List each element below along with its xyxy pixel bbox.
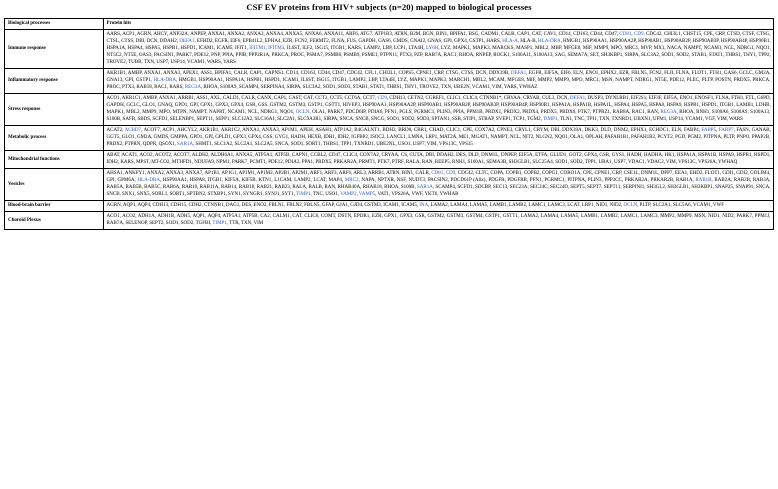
row-protein-hits	[103, 150, 774, 168]
highlighted-protein: FABP5	[701, 127, 717, 134]
highlighted-protein: ACBD7	[124, 127, 142, 134]
row-protein-hits	[103, 93, 774, 125]
highlighted-protein: DEFA1	[179, 38, 195, 45]
highlighted-protein: HLA-A	[502, 38, 518, 45]
table-row	[5, 125, 774, 150]
highlighted-protein: REG3A	[660, 109, 677, 116]
protein-hit-list: ACO1, AKR1C1, AMBP, ANXA1, ARRB1, ASS1, AXL, CALD1, CALR, CANX, CAP1, CAST, CAT, CCT2, CCT5, CCT6A, CCT7, CD9, CDH13, CETN2, CGREF1, CLIC1, CLIC4, CTNNB1*, CRYAA, CRYAB, CUL3, DCN, DEFA1, DUSP3, DYNLRB1, EIF2S1, EIF3F, EIF5A, ENO1, ENOSF1, FLNA, FTH1, FTL, G6PD, GAPDH, GCLC, GLO1, GNAQ, GPD1, GPI, GPX1, GPX3, GPX4, GSR, GSS, GSTM2, GSTM3, GSTP1, GSTT1, HIVEP3, HSP90AA1, HSP90AA2P, HSP90AB1, HSP90AB2P, HSP90AB3P, HSP90AB4P, HSP90B1, HSPA1A, HSPA1B, HSPA1L, HSPA4, HSPA5, HSPA8, HSPA9, HSPB1, HSPD1, ITGB1, LAMB1, LDHB, MAPK1, MBL2, MMP9, MPO, MTPN, NAMPT, NAPRT, NCAM1, NCL, NDRG1, NQO1, OCLN, OLA1, PARK7, PDCD6IP, PDIA6, PFN1, PGLS, PGRMC1, PLIN3, PPIA, PPM1B, PRDX1, PRDX2, PRDX4, PRDX5, PRDX6, PTK7, PTPRZ1, RAB8A, RAC1, RAN, REG3A, RHOA, RNH1, S100A6, S100A9, S100A13, S100B, SAFB, SBDS, SCFD1, SELENBP1, SEPT11, SEPP1, SLC12A2, SLC16A1, SLC2A1, SLC9A3R1, SIRPA, SNCA, SNCB, SNCG, SOD1, SOD2, SOD3, SPTAN1, SSB, STIP1, STRAP, SVEP1, TCP1, TGM2, TIMP1, TLN1, TNC, TPI1, TXN, TXNRD1, UBXN1, UFM1, USP14, VCAM1, VGF, VIM, WARS	[106, 95, 771, 123]
protein-hit-list: AARS, ACP1, AGRN, AHCY, ANP32A, ANPEP, ANXA1, ANXA2, ANXA3, ANXA4, ANXA5, ANXA6, ANXA11, ARF6, ATG7, ATP1B3, ATRN, B2M, BGN, BIN1, BPIFA1, BSG, CADM1, CALR, CAP1, CAT, CAV1, CD14, CD163, CD44, CD47, CD81, CD9, CDC42, CHI3L1, CHST15, CPE, CRP, CTSD, CTSF, CTSG, CTSL, CTSS, DBI, DCN, DDAH2, DEFA1, EFHD2, EGFR, EIF6, EPB41L2, EPHA4, EZR, FCN2, FERMT2, FLNA, FUS, GAPDH, GAS6, GMDS, GNAI2, GNAS, GPI, GPX4, GSTP1, HARS, HLA-A, HLA-B, HLA-DRA, HMGB1, HSP90AA1, HSP90AA2P, HSP90AB1, HSP90AB2P, HSP90AB3P, HSP90AB4P, HSP90B1, HSPA1A, HSPA4, HSPA5, HSPB1, HSPD1, ICAM1, ICAM5, IFIT1, IFITM1, IFITM3, IL6ST, ILF2, ISG15, ITGB1, KARS, LAMP2, LBP, LCP1, LTA4H, LY6H, LYZ, MAPK1, MAPK3, MARCKS, MASP1, MBL2, MBP, MFGE8, MIF, MMP9, MPO, MRC1, MVP, MX1, NACA, NAMPT, NCAM1, NCL, NDRG1, NQO1, NT5C2, NT5E, OAS3, PACSIN1, PARK7, PDE12, PNP, PPIA, PPIB, PPP2R1A, PRKCA, PROC, PSMA7, PSMB8, PSMB9, PSME1, PTPN11, PTX3, PZP, RAB7A, RAC1, RHOA, RNPEP, ROCK1, S100A11, S100A13, SAG, SEMA7A, SET, SH3KBP1, SIRPA, SLC3A2, SOD1, SOD2, STAB1, STAT1, THBS1, THY1, TPP2, TROVE2, TUBB, TXN, USP7, USP14, VCAM1, WARS, YARS	[106, 31, 771, 66]
highlighted-protein: HLA-DRA	[538, 38, 561, 45]
row-process-label: Metabolic process	[5, 125, 104, 150]
highlighted-protein: IFITM3	[268, 45, 285, 52]
row-process-label: Blood-brain barrier	[5, 200, 104, 211]
row-process-label: Stress response	[5, 93, 104, 125]
highlighted-protein: DEFA1	[569, 95, 586, 102]
table-row	[5, 150, 774, 168]
highlighted-protein: TIMP1	[542, 116, 558, 123]
header-protein-hits: Protein hits	[103, 18, 774, 29]
highlighted-protein: SAR1A	[177, 141, 194, 148]
table-row	[5, 68, 774, 93]
protein-hit-list: ACAT2, ACBD7, ACOT7, ACP1, AHCYL2, AKR1B1, AKR1C2, ANXA1, ANXA3, AP1M1, APEH, ASAH1, ATP1A2, B4GALNT1, BDH2, BRD8, CBR1, CHAD, CLIC1, CPE, COX7A2, CPNE3, CRYL1, CRYM, DBI, DDX39A, DKK3, DLD, DNM2, EPHX1, ECHDC1, ELN, FABP4, FABP5, FABP7, FASN, GANAB, GGT5, GLO1, GM2A, GMDS, GMPPA, GPD1, GPI, GPLD1, GPX3, GPX4, GSS, GYG1, HADH, HEXB, IDH1, IDH2, IGFBP2, ISOC2, LANCL1, LMNA, LRP1, MAT2A, ME1, MGAT1, NAMPT, NCL, NIT2, NLGN2, NQO1, OLA1, OPLAH, PAFAH1B1, PAFAH1B2, PCYT2, PGD, PGM2, PITPNA, PLTP, PNPO, PPAP2B, PRDX2, PTPRN, QDPR, QSOX1, SAR1A, SHMT1, SLC1A2, SLC2A1, SLC2A5, SNCA, SOD1, SORT1, THBS1, TPP1, TXNRD1, UBE2NL, USO1, USP7, VIM, VPS13C, VPS35	[106, 127, 771, 148]
highlighted-protein: REG3A	[184, 84, 201, 91]
table-row	[5, 29, 774, 68]
highlighted-protein: RAB1B	[695, 177, 712, 184]
highlighted-protein: VAMP5	[358, 191, 376, 198]
highlighted-protein: VAMP2	[340, 191, 357, 198]
highlighted-protein: CD81	[431, 170, 444, 177]
highlighted-protein: CD9	[633, 31, 644, 38]
highlighted-protein: LY6H	[426, 45, 439, 52]
protein-mapping-table	[4, 18, 774, 230]
row-process-label: Vesicles	[5, 168, 104, 200]
protein-hit-list: ACO1, ACO2, ADH1A, ADH1B, ADH5, AQP1, AQP4, ATP5A1, ATP5B, CA2, CALM1, CAT, CLIC6, COMT, DSTN, EPDR1, EZR, GPX1, GPX3, GSR, GSTM2, GSTM3, GSTM4, GSTP1, GSTT1, LAMA2, LAMA4, LAMA5, LAMB1, LAMB2, LAMC1, LAMC3, MMP2, MMP9, MSN, NID1, NID2, PARK7, PPM1J, RAB7A, SELENOP, SEPT2, SOD1, SOD2, TGFBI, TIMP1, TTR, TXN, VIM	[106, 213, 771, 227]
row-process-label: Choroid Plexus	[5, 211, 104, 229]
highlighted-protein: HLA-DRA	[153, 77, 176, 84]
highlighted-protein: SAR1A	[417, 184, 433, 191]
row-process-label: Immune response	[5, 29, 104, 68]
table-row	[5, 200, 774, 211]
table-caption: CSF EV proteins from HIV+ subjects (n=20) mapped to biological processes	[246, 2, 532, 12]
row-process-label: Mitochondrial functions	[5, 150, 104, 168]
protein-hit-list: AHSA1, ANKFY1, ANXA2, ANXA3, ANXA7, AP1B1, AP1G1, AP1M1, AP1M2, AP2B1, AP2M1, ARF1, ARF3, ARF6, ARL3, ARRB1, ATRN, BIN1, CALR, CD81, CD9, CDC42, CLTC, COPA, COPB1, COPB2, COPG1, CORO1A, CPE, CPNE1, CRP, CSE1L, DNM1L, DPP7, EEA1, EHD2, FLOT1, GDI1, GDI2, GOLIM4, GPI, GPM6A, HLA-DRA, HSP90AA1, HSPA8, ITGB1, KIF5A, KIF5B, KTN1, L1CAM, LAMP2, LCAT, MAP4, MRC2, NAPA, NPTXR, NSF, NUDT3, PACSIN2, PDCD61P (Alix), PDGFR, PDGFRB, PFN1, PGRMC1, PITPNA, PLIN3, PPP3CC, PRKAR2A, PRKAR2B, RAB1A, RAB1B, RAB2A, RAB2B, RAB3A, RAB5A, RAB5B, RAB5C, RAB6A, RAB10, RAB11A, RAB14, RAB18, RAB21, RAB23, RALA, RALB, RAN, RHAB40A, RHAB18, RHOA, S100B, SAR1A, SCAMP4, SCFD1, SDCBP, SEC13, SEC23A, SEC24C, SEC24D, SEPT5, SEPT7, SEPT11, SERPINI1, SH3GL2, SH3GLB1, SH3KBP1, SNAP25, SNAP91, SNCA, SNCB, SNX1, SNX5, SORL1, SORT1, SPTBN2, STXBP1, SYN1, SYNGR1, SYNJ1, SYT1, TIMP1, TNC, USO1, VAMP2, VAMP5, VAT1, VPS26A, VWF, YKT6, YWHAB	[106, 170, 771, 198]
highlighted-protein: FABP7	[718, 127, 734, 134]
highlighted-protein: OCLN	[623, 202, 638, 209]
highlighted-protein: INA	[419, 202, 429, 209]
highlighted-protein: TIMP1	[296, 191, 311, 198]
highlighted-protein: TIMP1	[212, 220, 227, 227]
highlighted-protein: CD9	[445, 170, 456, 177]
table-row	[5, 211, 774, 229]
protein-hit-list: ABAT, ACAT1, ACO2, ACOT2, ACOT7, ALDH2, ALDH6A1, ANXA5, ATP5A1, ATP5B, CAPN1, CCBL2, CD47, CLIC4, COX7A2, CRYAA, CS, CUTA, DBI, DDAH2, DES, DLD, DNM1L, DNPEP, EIF5A, ETFA, GLUD1, GOT2, GPX4, GSR, GYS1, HADH, HADHA, HK1, HSPA1A, HSPA1B, HSPA9, HSPB1, HSPD1, IDH2, KARS, MPST, MT-CO2, MTHFD1, NDUFA9, NPM1, PARK7, PCMT1, PDE12, PDIA3, PPA1, PRDX5, PRKAR2A, PRMT1, PTK7, PTRF, RALA, RAN, REEP5, RNH1, S100A1, SEMA3B, SH3GLB1, SLC25A4, SOD1, SOD2, TPP1, UBA1, USP7, VDAC1, VDAC2, VIM, VPS13C, VPS26A, YWHAQ	[106, 152, 771, 166]
row-protein-hits	[103, 211, 774, 229]
protein-hit-list: AGRN, AQP1, AQP4, CDH13, CDH15, CDH2, CTNNB1, DAG1, DES, ENO2, FBLN1, FBLN2, FBLN5, GFAP, GJA1, GJD4, GSTM3, ICAM1, ICAM5, INA, LAMA2, LAMA4, LAMA5, LAMB1, LAMB2, LAMC1, LAMC3, LCAT, LRP1, NID1, NID2, OCLN, PLTP, SLC2A1, SLC5A6, VCAM1, VWF	[106, 202, 724, 209]
table-body	[5, 29, 774, 229]
highlighted-protein: CD9	[377, 95, 387, 102]
highlighted-protein: OCLN	[295, 109, 310, 116]
highlighted-protein: MRC2	[344, 177, 359, 184]
row-protein-hits	[103, 168, 774, 200]
highlighted-protein: IFITM1	[249, 45, 266, 52]
row-protein-hits	[103, 68, 774, 93]
table-row	[5, 93, 774, 125]
highlighted-protein: HLA-DRA	[137, 177, 160, 184]
row-protein-hits	[103, 200, 774, 211]
header-biological-processes: Biological processes	[5, 18, 104, 29]
row-process-label: Inflammatory response	[5, 68, 104, 93]
highlighted-protein: CD81	[619, 31, 632, 38]
table-header	[5, 18, 774, 29]
row-protein-hits	[103, 29, 774, 68]
protein-hit-list: AKR1B1, AMBP, ANXA1, ANXA3, APEX1, ASS1, BPIFA1, CALR, CAP1, CAPNS1, CD14, CD163, CD44, CD47, CDC42, CFL1, CHI3L1, COPS5, CPNE1, CRP, CTSG, CTSS, DCN, DDX39B, DEFA1, EGFR, EIF5A, EIF6, ELN, ENO1, EPHX2, EZR, FBLN5, FCN2, FLII, FLNA, FLOT1, FTH1, GAS6, GCLC, GM2A, GNA13, GPI, GSTP1, HLA-DRA, HMGB1, HSP90AA1, HSPA1A, HSPB1, HSPD1, ICAM1, IL6ST, ISG15, ITGB1, LAMP2, LBP, LTA4H, LYZ, MAPK1, MAPK3, MARCH1, MBL2, MCAM, MFGE8, MIF, MMP2, MMP9, MPO, MRC1, MSN, NAMPT, NDRG1, NT5E, PDE12, PLEC, PLTP, POSTN, PRDX5, PRKCA, PROC, PTX3, RAB18, RAC1, RARS, REG3A, RHOA, S100A9, SCAMP4, SERPINA4, SIRPA, SLC3A2, SOD1, SOD3, STAB1, STAT1, THBS1, THY1, TROVE2, TXN, UBE2N, VCAM1, VIM, YARS, YWHAZ	[106, 70, 771, 91]
row-protein-hits	[103, 125, 774, 150]
header-row	[5, 18, 774, 29]
highlighted-protein: DEFA1	[510, 70, 527, 77]
table-row	[5, 168, 774, 200]
